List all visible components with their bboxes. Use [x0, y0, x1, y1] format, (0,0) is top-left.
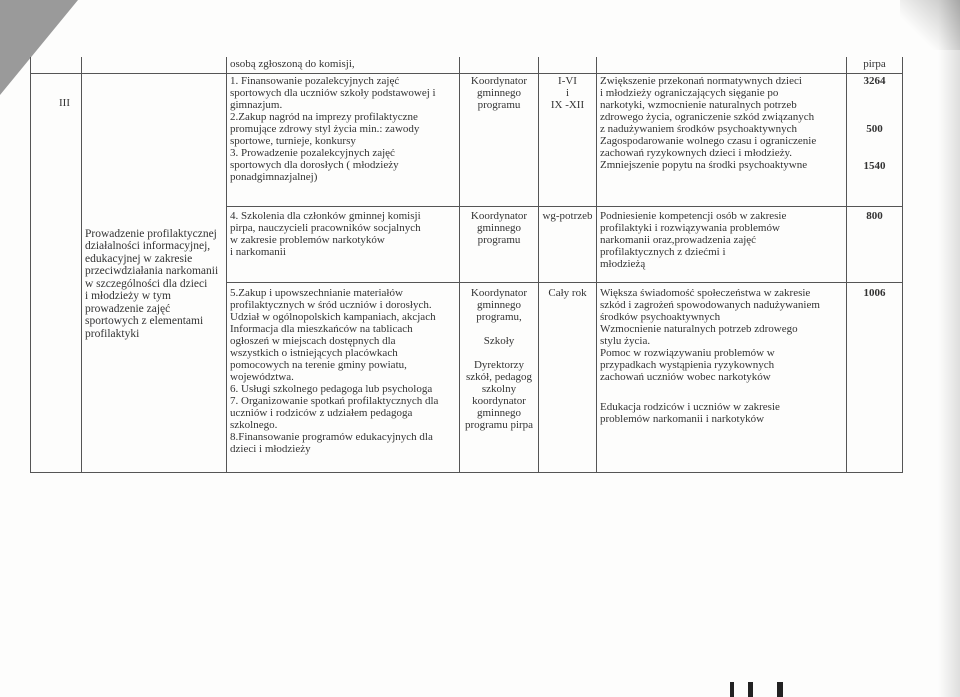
responsible-line: Dyrektorzy — [473, 358, 525, 371]
period-cell — [539, 206, 597, 282]
header-cell-blank-1 — [31, 57, 82, 73]
task-line: sportowych dla dorosłych ( młodzieży — [230, 158, 399, 171]
period-cell — [539, 282, 597, 472]
tasks-cell — [227, 282, 460, 472]
task-line: Udział w ogólnopolskich kampaniach, akcjach — [230, 310, 436, 323]
task-line: sportowe, turnieje, konkursy — [230, 134, 356, 147]
table-header-row — [31, 57, 903, 73]
effects-cell — [597, 282, 847, 472]
goal-line: edukacyjnej w zakresie — [85, 252, 193, 265]
header-cell-blank-5 — [539, 57, 597, 73]
task-line: profilaktycznych w śród uczniów i dorosłych. — [230, 298, 432, 311]
amount-value: 1540 — [863, 159, 886, 172]
task-line: 2.Zakup nagród na imprezy profilaktyczne — [230, 110, 418, 123]
effect-line: Zmniejszenie popytu na środki psychoaktywne — [600, 158, 808, 171]
effect-line: Edukacja rodziców i uczniów w zakresie — [600, 400, 780, 413]
effect-line: narkotyki, wzmocnienie naturalnych potrzeb — [600, 98, 797, 111]
task-line: wszystkich o istniejących placówkach — [230, 346, 398, 359]
header-cell-blank-6 — [597, 57, 847, 73]
header-cell-continuation: osobą zgłoszoną do komisji, — [227, 57, 460, 73]
task-line: szkolnego. — [230, 418, 278, 431]
responsible-line: programu — [477, 233, 521, 246]
period-line: wg-potrzeb — [542, 209, 593, 222]
table-row — [31, 73, 903, 206]
tasks-cell — [227, 73, 460, 206]
goal-line: przeciwdziałania narkomanii — [85, 265, 219, 277]
amount-value: 3264 — [863, 74, 886, 87]
effect-line: Wzmocnienie naturalnych potrzeb zdrowego — [600, 322, 798, 335]
task-line: sportowych dla uczniów szkoły podstawowej i — [230, 86, 436, 99]
tasks-cell — [227, 206, 460, 282]
task-line: pirpa, nauczycieli pracowników socjalnych — [230, 221, 421, 234]
task-line: 4. Szkolenia dla członków gminnej komisji — [230, 209, 421, 222]
section-number: III — [31, 73, 82, 472]
amounts-cell — [847, 282, 903, 472]
responsible-line: Koordynator — [470, 286, 528, 299]
period-line: I-VI — [558, 74, 577, 87]
header-cell-blank-4 — [460, 57, 539, 73]
responsible-line: Szkoły — [483, 334, 515, 347]
responsible-line: gminnego — [477, 406, 521, 419]
task-line: gimnazjum. — [230, 98, 283, 111]
effect-line: Większa świadomość społeczeństwa w zakresie — [600, 286, 811, 299]
effect-line: zachowań uczniów wobec narkotyków — [600, 370, 771, 383]
task-line: 3. Prowadzenie pozalekcyjnych zajęć — [230, 146, 395, 159]
period-line: IX -XII — [550, 98, 585, 111]
goal-line: prowadzenie zajęć — [85, 302, 171, 315]
effect-line: profilaktycznych z dziećmi i — [600, 245, 726, 258]
effects-cell — [597, 73, 847, 206]
task-line: uczniów i rodziców z udziałem pedagoga — [230, 406, 413, 419]
header-cell-blank-2 — [82, 57, 227, 73]
effect-line: Zwiększenie przekonań normatywnych dzieci — [600, 74, 802, 87]
effect-line: Podniesienie kompetencji osób w zakresie — [600, 209, 787, 222]
page-top-shadow — [900, 0, 960, 50]
task-line: 6. Usługi szkolnego pedagoga lub psychologa — [230, 382, 433, 395]
responsible-line: gminnego — [477, 86, 521, 99]
goal-line: sportowych z elementami — [85, 315, 204, 327]
period-line: i — [565, 86, 570, 99]
effect-line: zdrowego życia, ograniczenie szkód związanych — [600, 110, 815, 123]
responsible-line: gminnego — [477, 298, 521, 311]
effects-cell — [597, 206, 847, 282]
effect-line: profilaktyki i rozwiązywania problemów — [600, 221, 780, 234]
page-edge-shadow — [938, 0, 960, 697]
amount-value: 500 — [866, 122, 883, 135]
task-line: pomocowych na terenie gminy powiatu, — [230, 358, 407, 371]
responsible-line: Koordynator — [470, 209, 528, 222]
goal-line: i młodzieży w tym — [85, 290, 171, 302]
effect-line: problemów narkomanii i narkotyków — [600, 412, 765, 425]
responsible-cell — [460, 206, 539, 282]
goal-line: w szczególności dla dzieci — [85, 277, 208, 290]
effect-line: stylu życia. — [600, 334, 651, 347]
responsible-line: programu — [477, 98, 521, 111]
task-line: 8.Finansowanie programów edukacyjnych dla — [230, 430, 433, 443]
amount-value: 800 — [866, 209, 883, 222]
program-table — [30, 57, 903, 473]
effect-line: zachowań ryzykownych dzieci i młodzieży. — [600, 146, 793, 159]
effect-line: Zagospodarowanie wolnego czasu i ograniczenie — [600, 134, 817, 147]
effect-line: młodzieżą — [600, 257, 646, 270]
responsible-line: koordynator — [472, 394, 526, 407]
responsible-line: szkolny — [481, 382, 517, 395]
task-line: 1. Finansowanie pozalekcyjnych zajęć — [230, 74, 400, 87]
goal-line: Prowadzenie profilaktycznej — [85, 227, 217, 240]
task-line: dzieci i młodzieży — [230, 442, 311, 455]
task-line: 7. Organizowanie spotkań profilaktycznych dla — [230, 394, 439, 407]
period-cell — [539, 73, 597, 206]
period-line: Cały rok — [548, 286, 587, 299]
task-line: ogłoszeń w miejscach dostępnych dla — [230, 334, 396, 347]
effect-line: i młodzieży ograniczających sięganie po — [600, 86, 779, 99]
responsible-cell — [460, 282, 539, 472]
amount-value: 1006 — [863, 286, 886, 299]
responsible-line: Koordynator — [470, 74, 528, 87]
effect-line: narkomanii oraz,prowadzenia zajęć — [600, 233, 757, 246]
responsible-line: programu, — [476, 310, 522, 323]
task-line: województwa. — [230, 370, 294, 383]
effect-line: przypadkach wystąpienia ryzykownych — [600, 358, 775, 371]
effect-line: Pomoc w rozwiązywaniu problemów w — [600, 346, 775, 359]
amounts-cell — [847, 73, 903, 206]
section-goal — [82, 73, 227, 472]
responsible-cell — [460, 73, 539, 206]
goal-line: działalności informacyjnej, — [85, 240, 211, 252]
effect-line: z nadużywaniem środków psychoaktywnych — [600, 122, 798, 135]
effect-line: środków psychoaktywnych — [600, 310, 721, 323]
task-line: ponadgimnazjalnej) — [230, 170, 318, 183]
responsible-line: szkół, pedagog — [466, 370, 532, 383]
task-line: Informacja dla mieszkańców na tablicach — [230, 322, 413, 335]
responsible-line: programu pirpa — [464, 418, 534, 431]
task-line: promujące zdrowy styl życia min.: zawody — [230, 122, 420, 135]
amounts-cell — [847, 206, 903, 282]
responsible-line: gminnego — [477, 221, 521, 234]
task-line: w zakresie problemów narkotyków — [230, 233, 385, 246]
task-line: 5.Zakup i upowszechnianie materiałów — [230, 286, 403, 299]
header-cell-pirpa: pirpa — [847, 57, 903, 73]
effect-line: szkód i zagrożeń spowodowanych nadużywaniem — [600, 298, 820, 311]
task-line: i narkomanii — [230, 245, 286, 258]
goal-line: profilaktyki — [85, 327, 140, 340]
